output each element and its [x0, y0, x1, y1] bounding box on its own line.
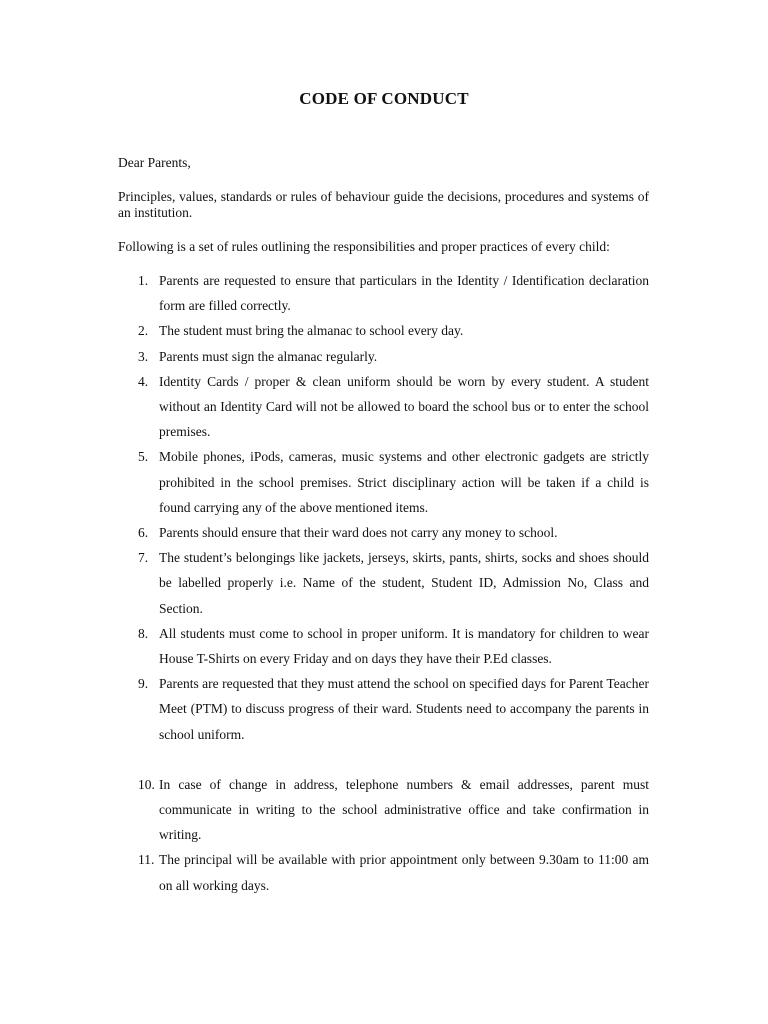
intro-paragraph: Principles, values, standards or rules of behaviour guide the decisions, procedures and systems of an institution.: [118, 189, 649, 220]
rule-number: 1.: [138, 273, 149, 288]
rule-number: 2.: [138, 323, 149, 339]
rule-number: 11.: [138, 852, 155, 868]
rule-item-11: [118, 847, 649, 897]
rule-item-8: [118, 621, 649, 671]
rule-text: The student must bring the almanac to school every day.: [159, 323, 464, 339]
rule-text: Parents must sign the almanac regularly.: [159, 348, 378, 364]
rule-item-10: [118, 772, 649, 848]
rule-item-5: [118, 444, 649, 520]
rule-item-3: [118, 344, 649, 369]
rules-lead-in: Following is a set of rules outlining the responsibilities and proper practices of every child:: [118, 239, 610, 254]
rule-number: 7.: [138, 550, 149, 566]
rule-item-2: [118, 318, 649, 343]
rule-text: All students must come to school in proper uniform. It is mandatory for children to wear House T-Shirts on every Friday and on days they have their P.Ed classes.: [159, 625, 649, 667]
page-title: CODE OF CONDUCT: [299, 89, 469, 108]
rule-item-4: [118, 369, 649, 445]
rule-text: The principal will be available with prior appointment only between 9.30am to 11:00 am on all working days.: [159, 852, 649, 893]
rule-text: Parents are requested that they must attend the school on specified days for Parent Teacher Meet (PTM) to discuss progress of their ward. Students need to accompany the parents in school uniform.: [159, 676, 649, 742]
rule-text: The student’s belongings like jackets, jerseys, skirts, pants, shirts, socks and shoes should be labelled properly i.e. Name of the student, Student ID, Admission No, Class and Section.: [159, 550, 649, 616]
rule-number: 5.: [138, 449, 149, 465]
rule-number: 8.: [138, 625, 149, 641]
rule-text: Mobile phones, iPods, cameras, music systems and other electronic gadgets are strictly prohibited in the school premises. Strict disciplinary action will be taken if a child is found carrying any of the above mentioned items.: [159, 449, 649, 515]
rules-list: [118, 268, 649, 898]
rule-text: Identity Cards / proper & clean uniform should be worn by every student. A student without an Identity Card will not be allowed to board the school bus or to enter the school premises.: [159, 373, 649, 440]
rule-item-9: [118, 671, 649, 747]
rule-number: 9.: [138, 676, 149, 692]
rule-number: 3.: [138, 348, 149, 364]
rule-item-7: [118, 545, 649, 621]
rule-text: Parents are requested to ensure that particulars in the Identity / Identification declaration form are filled correctly.: [159, 273, 649, 314]
rule-item-1: [118, 268, 649, 318]
rule-text: Parents should ensure that their ward does not carry any money to school.: [159, 525, 558, 541]
rule-item-6: [118, 520, 649, 545]
rule-text: In case of change in address, telephone numbers & email addresses, parent must communicate in writing to the school administrative office and take confirmation in writing.: [159, 776, 649, 843]
rule-number: 6.: [138, 525, 149, 541]
rule-number: 4.: [138, 373, 149, 389]
rule-number: 10.: [138, 776, 155, 792]
salutation: Dear Parents,: [118, 155, 191, 170]
